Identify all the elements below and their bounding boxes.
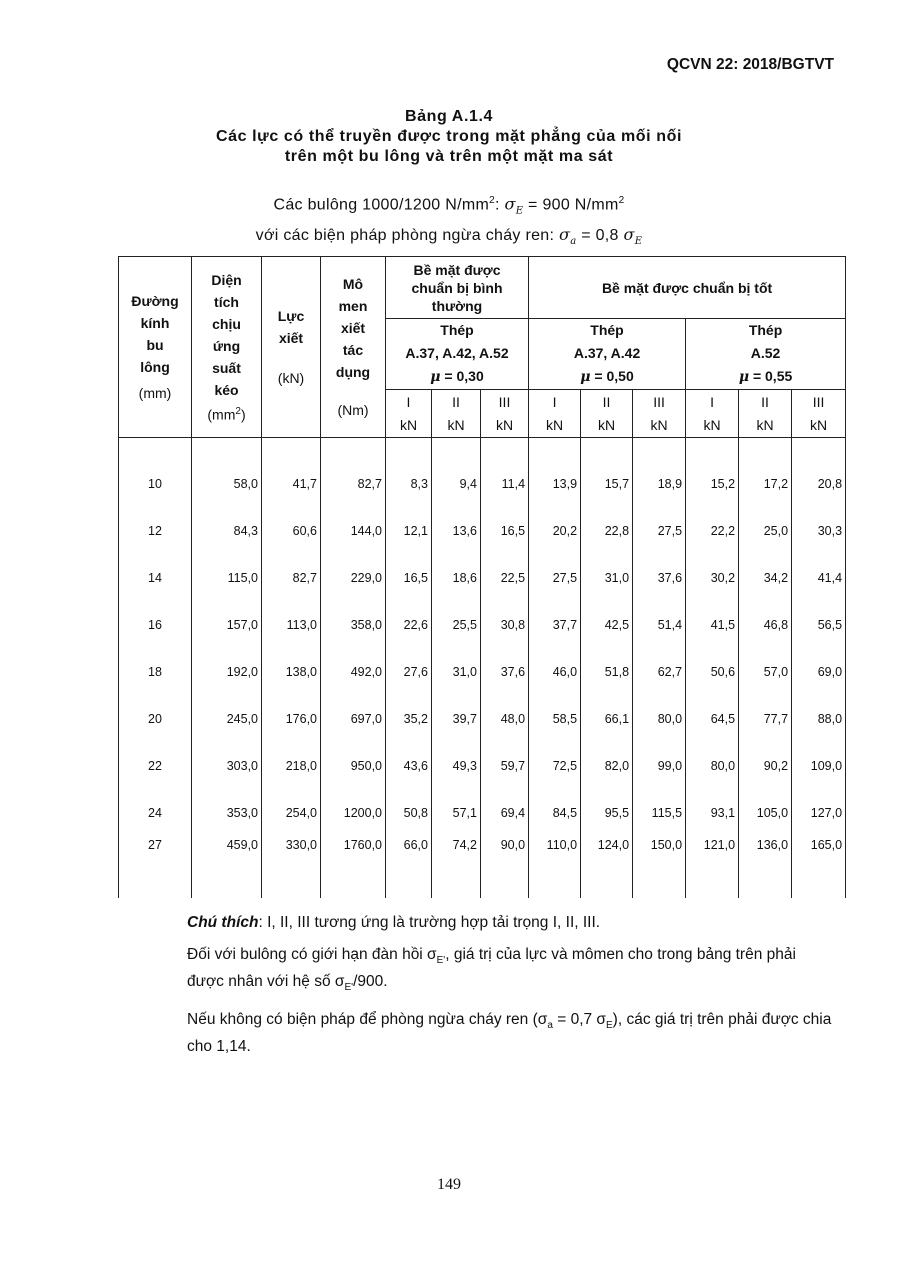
table-cell: 80,0 [686,742,739,789]
col-moment-line: xiết [340,320,366,336]
table-cell: 176,0 [262,695,321,742]
table-cell: 110,0 [529,836,581,898]
table-cell: 64,5 [686,695,739,742]
header-steel-1: Thép A.37, A.42, A.52 μ = 0,30 [386,319,529,390]
table-cell: 58,0 [192,438,262,508]
table-cell: 77,7 [739,695,792,742]
table-cell: 9,4 [432,438,481,508]
load-case-header: III kN [792,390,846,438]
table-cell: 49,3 [432,742,481,789]
table-cell: 157,0 [192,601,262,648]
table-cell: 254,0 [262,789,321,836]
table-row [119,601,846,648]
document-header: QCVN 22: 2018/BGTVT [666,56,834,73]
load-case-header: II kN [739,390,792,438]
table-cell: 82,0 [581,742,633,789]
table-cell: 18,6 [432,554,481,601]
table-cell: 90,0 [481,836,529,898]
table-cell: 138,0 [262,648,321,695]
table-cell: 59,7 [481,742,529,789]
table-cell: 218,0 [262,742,321,789]
table-cell: 10 [119,438,192,508]
col-moment-line: Mô [342,276,364,292]
table-cell: 165,0 [792,836,846,898]
table-cell: 25,5 [432,601,481,648]
table-row [119,836,846,898]
table-cell: 57,0 [739,648,792,695]
table-cell: 20 [119,695,192,742]
table-cell: 27 [119,836,192,898]
table-cell: 16,5 [481,507,529,554]
title-line-2: Các lực có thể truyền được trong mặt phẳng của mối nối [215,128,683,145]
table-cell: 697,0 [321,695,386,742]
header-group-good: Bề mặt được chuẩn bị tốt [529,257,846,319]
table-cell: 84,5 [529,789,581,836]
table-cell: 358,0 [321,601,386,648]
col-area-line: ứng [212,337,241,354]
table-cell: 22,5 [481,554,529,601]
table-cell: 74,2 [432,836,481,898]
table-cell: 18,9 [633,438,686,508]
table-cell: 84,3 [192,507,262,554]
table-cell: 1760,0 [321,836,386,898]
col-moment-line: tác [342,342,364,358]
table-cell: 93,1 [686,789,739,836]
table-cell: 14 [119,554,192,601]
table-cell: 124,0 [581,836,633,898]
table-cell: 80,0 [633,695,686,742]
header-diameter: Đường kính bu lông (mm) [119,257,192,438]
note-1: Chú thích: I, II, III tương ứng là trường hợp tải trọng I, II, III. [187,914,601,931]
header-steel-3: Thép A.52 μ = 0,55 [686,319,846,390]
table-row [119,438,846,508]
subtitle-line-1: Các bulông 1000/1200 $N/mm^2$: $\sigma_E = 900$ $N/mm^2$ [273,194,625,217]
table-cell: 12 [119,507,192,554]
header-moment: Mô men xiết tác dụng (Nm) [321,257,386,438]
table-cell: 62,7 [633,648,686,695]
notes-section [187,912,837,1068]
table-cell: 34,2 [739,554,792,601]
table-cell: 1200,0 [321,789,386,836]
table-cell: 127,0 [792,789,846,836]
table-cell: 90,2 [739,742,792,789]
table-cell: 58,5 [529,695,581,742]
table-cell: 105,0 [739,789,792,836]
load-case-header: II kN [432,390,481,438]
table-cell: 8,3 [386,438,432,508]
table-cell: 69,0 [792,648,846,695]
table-cell: 459,0 [192,836,262,898]
table-cell: 15,7 [581,438,633,508]
table-cell: 192,0 [192,648,262,695]
table-cell: 66,0 [386,836,432,898]
page-number: 149 [437,1176,461,1193]
table-cell: 39,7 [432,695,481,742]
table-cell: 27,5 [633,507,686,554]
col-area-line: Diện [211,271,242,288]
table-cell: 82,7 [321,438,386,508]
load-case-header: I kN [386,390,432,438]
table-cell: 13,6 [432,507,481,554]
header-area: Diện tích chịu ứng suất kéo $(mm^2)$ [192,257,262,438]
col-area-line: suất [212,359,241,376]
table-cell: 50,6 [686,648,739,695]
col-area-line: kéo [214,381,239,398]
table-row [119,554,846,601]
table-row [119,742,846,789]
table-cell: 30,2 [686,554,739,601]
header-group-normal: Bề mặt được chuẩn bị bình thường [386,257,529,319]
table-cell: 46,8 [739,601,792,648]
table-cell: 50,8 [386,789,432,836]
table-cell: 30,3 [792,507,846,554]
subtitle-line-2: với các biện pháp phòng ngừa cháy ren: $\sigma_a = 0,8$ $\sigma_E$ [255,224,643,247]
table-cell: 11,4 [481,438,529,508]
table-cell: 82,7 [262,554,321,601]
table-row [119,789,846,836]
bolt-force-table [118,256,846,898]
table-cell: 88,0 [792,695,846,742]
table-cell: 115,5 [633,789,686,836]
table-cell: 12,1 [386,507,432,554]
table-cell: 69,4 [481,789,529,836]
col-force-line: xiết [278,330,304,346]
table-cell: 136,0 [739,836,792,898]
table-cell: 18 [119,648,192,695]
table-cell: 492,0 [321,648,386,695]
col-diameter-line: lông [140,359,170,375]
table-cell: 95,5 [581,789,633,836]
table-cell: 42,5 [581,601,633,648]
table-cell: 330,0 [262,836,321,898]
table-cell: 22,6 [386,601,432,648]
table-cell: 51,4 [633,601,686,648]
table-cell: 41,4 [792,554,846,601]
table-cell: 27,6 [386,648,432,695]
table-cell: 144,0 [321,507,386,554]
table-cell: 109,0 [792,742,846,789]
col-diameter-line: Đường [131,293,179,309]
load-case-header: I kN [686,390,739,438]
table-cell: 31,0 [581,554,633,601]
header-steel-2: Thép A.37, A.42 μ = 0,50 [529,319,686,390]
table-cell: 25,0 [739,507,792,554]
load-case-header: II kN [581,390,633,438]
table-cell: 245,0 [192,695,262,742]
col-area-line: tích [214,293,239,310]
table-cell: 56,5 [792,601,846,648]
table-cell: 30,8 [481,601,529,648]
note-2: Đối với bulông có giới hạn đàn hồi $\sigma_{E'}$, giá trị của lực và mômen cho trong bảng trên phải được nhân với hệ số $\sigma_{E'}/900$. [187,946,796,994]
header-force: Lực xiết (kN) [262,257,321,438]
table-cell: 72,5 [529,742,581,789]
table-cell: 24 [119,789,192,836]
col-area-line: chịu [212,315,241,332]
table-cell: 57,1 [432,789,481,836]
table-cell: 121,0 [686,836,739,898]
load-case-header: I kN [529,390,581,438]
table-row [119,695,846,742]
table-cell: 229,0 [321,554,386,601]
table-cell: 66,1 [581,695,633,742]
table-cell: 16 [119,601,192,648]
title-line-3: trên một bu lông và trên một mặt ma sát [284,148,614,165]
table-cell: 41,7 [262,438,321,508]
table-cell: 20,8 [792,438,846,508]
table-cell: 51,8 [581,648,633,695]
col-force-line: Lực [277,308,305,324]
table-cell: 22 [119,742,192,789]
table-cell: 17,2 [739,438,792,508]
title-line-1: Bảng A.1.4 [404,108,494,125]
table-cell: 13,9 [529,438,581,508]
table-cell: 150,0 [633,836,686,898]
table-cell: 950,0 [321,742,386,789]
table-cell: 15,2 [686,438,739,508]
table-cell: 113,0 [262,601,321,648]
table-cell: 27,5 [529,554,581,601]
table-cell: 31,0 [432,648,481,695]
table-cell: 43,6 [386,742,432,789]
table-cell: 22,2 [686,507,739,554]
table-cell: 20,2 [529,507,581,554]
table-cell: 99,0 [633,742,686,789]
col-diameter-line: kính [140,315,170,331]
table-cell: 22,8 [581,507,633,554]
col-moment-line: men [338,298,368,314]
table-row [119,648,846,695]
table-cell: 48,0 [481,695,529,742]
table-cell: 37,6 [633,554,686,601]
col-moment-line: dụng [335,364,371,380]
table-cell: 353,0 [192,789,262,836]
table-cell: 60,6 [262,507,321,554]
table-cell: 115,0 [192,554,262,601]
load-case-header: III kN [633,390,686,438]
table-cell: 46,0 [529,648,581,695]
col-diameter-line: bu [146,337,164,353]
table-cell: 16,5 [386,554,432,601]
table-cell: 41,5 [686,601,739,648]
table-row [119,507,846,554]
table-cell: 37,7 [529,601,581,648]
note-3: Nếu không có biện pháp để phòng ngừa cháy ren ($\sigma_a = 0,7$ $\sigma_E$), các giá trị trên phải được chia cho 1,14. [187,1011,832,1056]
load-case-header: III kN [481,390,529,438]
table-title [0,107,898,167]
table-cell: 37,6 [481,648,529,695]
table-cell: 35,2 [386,695,432,742]
table-subtitle [0,189,898,253]
table-cell: 303,0 [192,742,262,789]
